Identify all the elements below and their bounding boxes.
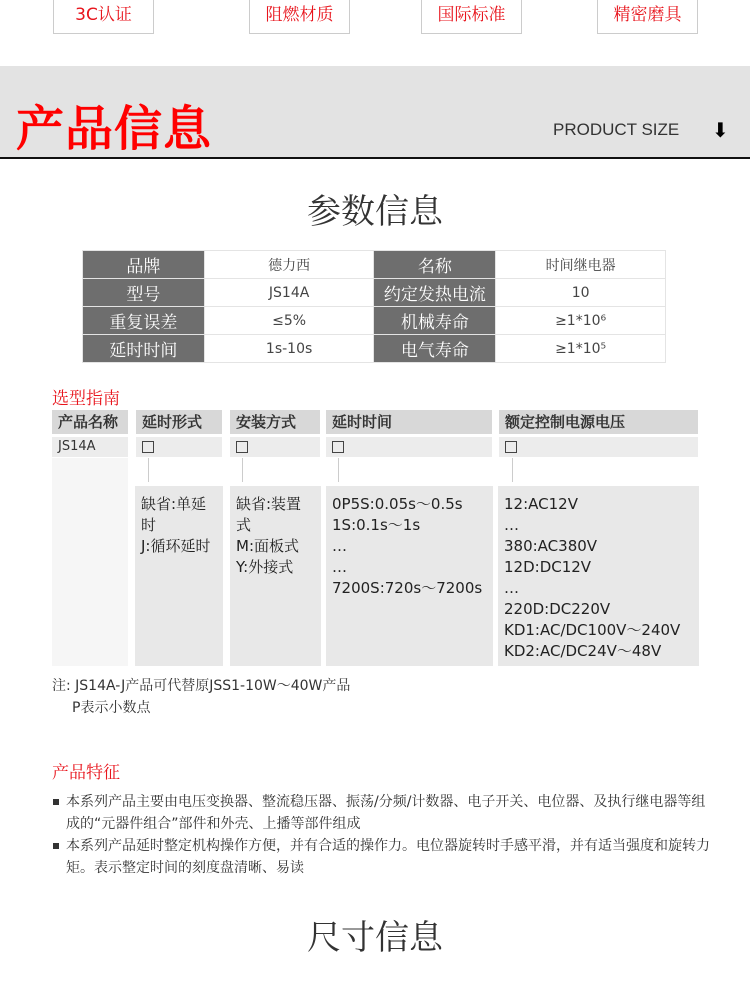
arrow-down-icon: ⬇ <box>712 118 729 142</box>
option-item: KD1:AC/DC100V～240V <box>504 621 681 639</box>
note-line: P表示小数点 <box>72 700 151 716</box>
note-line: 注: JS14A-J产品可代替原JSS1-10W～40W产品 <box>52 678 351 694</box>
param-label: 型号 <box>83 279 205 307</box>
model-column-fill <box>52 458 128 666</box>
option-item: 0P5S:0.05s～0.5s <box>332 495 463 513</box>
guide-header: 安装方式 <box>230 410 320 434</box>
option-item: … <box>504 516 519 534</box>
option-item: 缺省:单延时 <box>141 495 207 534</box>
arrow-connector <box>148 458 149 482</box>
option-list-delay-time <box>326 486 493 666</box>
param-label: 重复误差 <box>83 307 205 335</box>
guide-header: 延时形式 <box>136 410 222 434</box>
param-value: 时间继电器 <box>496 251 666 279</box>
guide-title: 选型指南 <box>52 389 120 409</box>
option-item: … <box>332 537 347 555</box>
badge-3c: 3C认证 <box>53 0 154 34</box>
param-label: 品牌 <box>83 251 205 279</box>
model-cell: JS14A <box>52 437 128 457</box>
param-label: 电气寿命 <box>374 335 496 363</box>
param-value: 10 <box>496 279 666 307</box>
feature-item: 本系列产品主要由电压变换器、整流稳压器、振荡/分频/计数器、电子开关、电位器、及执行继电器等组成的“元器件组合”部件和外壳、上播等部件组成 <box>52 791 712 835</box>
section-subtitle: PRODUCT SIZE <box>553 120 680 139</box>
arrow-connector <box>242 458 243 482</box>
option-item: Y:外接式 <box>236 558 294 576</box>
option-item: … <box>332 558 347 576</box>
params-row <box>83 251 666 279</box>
guide-header: 延时时间 <box>326 410 492 434</box>
badge-flame: 阻燃材质 <box>249 0 350 34</box>
param-label: 延时时间 <box>83 335 205 363</box>
code-box <box>326 437 492 457</box>
section-title: 产品信息 <box>16 101 213 157</box>
param-label: 约定发热电流 <box>374 279 496 307</box>
arrow-connector <box>338 458 339 482</box>
option-item: 380:AC380V <box>504 537 598 555</box>
guide-header: 额定控制电源电压 <box>499 410 698 434</box>
params-row <box>83 307 666 335</box>
size-title: 尺寸信息 <box>307 918 443 958</box>
option-item: 1S:0.1s～1s <box>332 516 421 534</box>
option-item: M:面板式 <box>236 537 299 555</box>
code-box <box>230 437 320 457</box>
option-item: J:循环延时 <box>141 537 211 555</box>
feature-item: 本系列产品延时整定机构操作方便，并有合适的操作力。电位器旋转时手感平滑，并有适当强度和旋转力矩。表示整定时间的刻度盘清晰、易读 <box>52 835 712 879</box>
param-value: 1s-10s <box>204 335 374 363</box>
param-value: 德力西 <box>204 251 374 279</box>
code-box <box>499 437 698 457</box>
param-value: ≤5% <box>204 307 374 335</box>
option-list-mount <box>230 486 321 666</box>
params-row <box>83 335 666 363</box>
option-item: 12:AC12V <box>504 495 578 513</box>
param-value: JS14A <box>204 279 374 307</box>
option-item: KD2:AC/DC24V～48V <box>504 642 662 660</box>
param-value: ≥1*10⁵ <box>496 335 666 363</box>
param-label: 机械寿命 <box>374 307 496 335</box>
params-table <box>82 250 666 363</box>
badge-mold: 精密磨具 <box>597 0 698 34</box>
option-item: 缺省:装置式 <box>236 495 302 534</box>
guide-header: 产品名称 <box>52 410 128 434</box>
params-title: 参数信息 <box>307 192 443 232</box>
section-header <box>0 66 750 159</box>
badge-standard: 国际标准 <box>421 0 522 34</box>
option-item: 220D:DC220V <box>504 600 611 618</box>
params-row <box>83 279 666 307</box>
option-item: … <box>504 579 519 597</box>
option-item: 7200S:720s～7200s <box>332 579 483 597</box>
option-list-voltage <box>498 486 699 666</box>
param-label: 名称 <box>374 251 496 279</box>
param-value: ≥1*10⁶ <box>496 307 666 335</box>
code-box <box>136 437 222 457</box>
features-title: 产品特征 <box>52 763 120 783</box>
option-item: 12D:DC12V <box>504 558 592 576</box>
features-list <box>52 791 712 879</box>
arrow-connector <box>512 458 513 482</box>
option-list-delay-mode <box>135 486 223 666</box>
